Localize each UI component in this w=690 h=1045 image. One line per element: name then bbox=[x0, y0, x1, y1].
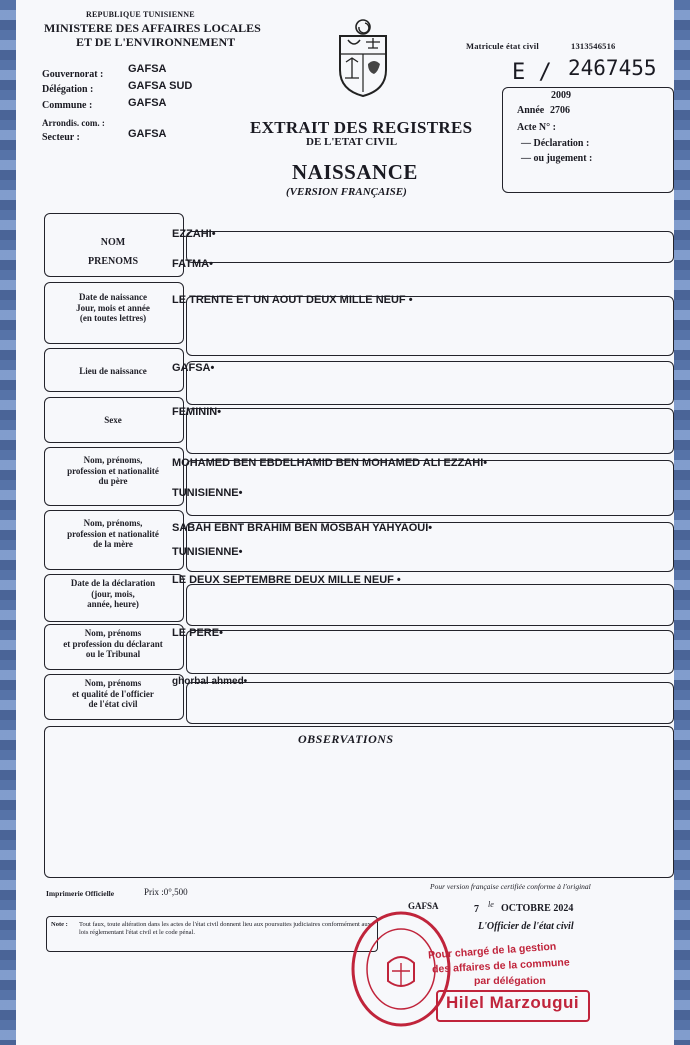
matricule-label: Matricule état civil bbox=[466, 41, 539, 51]
title-version: (VERSION FRANÇAISE) bbox=[286, 186, 407, 198]
row-declarant-value: LE PERE• bbox=[172, 627, 223, 639]
price-label: Prix :0°,500 bbox=[144, 887, 188, 897]
annee-value: 2706 bbox=[550, 105, 570, 116]
row-father-name: MOHAMED BEN EBDELHAMID BEN MOHAMED ALI EZZAHI• bbox=[172, 457, 488, 469]
serial-prefix: E / bbox=[512, 60, 552, 85]
annee-label: Année bbox=[517, 105, 545, 116]
day-label: 7 bbox=[474, 904, 479, 915]
title-naissance: NAISSANCE bbox=[292, 160, 418, 184]
title-extrait: EXTRAIT DES REGISTRES bbox=[250, 118, 473, 137]
arrondis-label: Arrondis. com. : bbox=[42, 118, 105, 128]
row-declaration-date-value-box bbox=[186, 584, 674, 626]
stamp-signature-frame bbox=[436, 990, 590, 1022]
place-label: GAFSA bbox=[408, 901, 439, 911]
acte-box bbox=[502, 87, 674, 193]
secteur-value: GAFSA bbox=[128, 128, 167, 140]
commune-label: Commune : bbox=[42, 100, 93, 111]
stamp-signature-name: Hilel Marzougui bbox=[446, 993, 580, 1012]
title-etat-civil: DE L'ETAT CIVIL bbox=[306, 136, 398, 148]
officer-title: L'Officier de l'état civil bbox=[478, 921, 574, 932]
row-sex-value: FEMININ• bbox=[172, 406, 222, 418]
decorative-border-left bbox=[0, 0, 16, 1045]
row-sex-value-box bbox=[186, 408, 674, 454]
stamp-line2: des affaires de la commune bbox=[431, 956, 570, 976]
row-birthplace-value: GAFSA• bbox=[172, 362, 215, 374]
version-note: Pour version française certifiée conforme à l'original bbox=[430, 882, 591, 891]
gouvernorat-label: Gouvernorat : bbox=[42, 69, 104, 80]
serial-number: 2467455 bbox=[568, 56, 657, 80]
row-birthplace-label: Lieu de naissance bbox=[79, 366, 147, 376]
row-birthdate-label: Date de naissance Jour, mois et année (en toutes lettres) bbox=[76, 292, 150, 323]
stamp-line1: Pour chargé de la gestion bbox=[427, 940, 557, 962]
note-label: Note : bbox=[51, 921, 68, 928]
commune-value: GAFSA bbox=[128, 97, 167, 109]
imprimerie-label: Imprimerie Officielle bbox=[46, 889, 115, 898]
row-mother-name: SABAH EBNT BRAHIM BEN MOSBAH YAHYAOUI• bbox=[172, 522, 433, 534]
republic-label: REPUBLIQUE TUNISIENNE bbox=[86, 10, 195, 19]
delegation-label: Délégation : bbox=[42, 84, 94, 95]
row-prenom-value: FATMA• bbox=[172, 258, 213, 270]
secteur-label: Secteur : bbox=[42, 132, 80, 143]
ministry-line2: ET DE L'ENVIRONNEMENT bbox=[76, 35, 236, 49]
document-sheet bbox=[16, 0, 674, 1045]
row-declarant-label: Nom, prénoms et profession du déclarant ou le Tribunal bbox=[63, 628, 163, 659]
row-declaration-date-label: Date de la déclaration (jour, mois, année, heure) bbox=[70, 578, 156, 609]
row-nom-value: EZZAHI• bbox=[172, 228, 216, 240]
declaration-label: — Déclaration : bbox=[521, 138, 590, 149]
row-nom-label: NOM PRENOMS bbox=[88, 237, 138, 267]
observations-box bbox=[44, 726, 674, 878]
row-sex-label: Sexe bbox=[104, 415, 122, 425]
ministry-line1: MINISTERE DES AFFAIRES LOCALES bbox=[44, 21, 261, 35]
note-box bbox=[46, 916, 378, 952]
row-declarant-value-box bbox=[186, 630, 674, 674]
date-label: OCTOBRE 2024 bbox=[501, 903, 574, 914]
annee-top: 2009 bbox=[551, 90, 571, 101]
decorative-border-right bbox=[674, 0, 690, 1045]
acte-label: Acte N° : bbox=[517, 122, 556, 133]
coat-of-arms-icon bbox=[332, 18, 394, 98]
row-nom-value-box bbox=[186, 231, 674, 263]
row-father-nationality: TUNISIENNE• bbox=[172, 487, 243, 499]
note-text: Tout faux, toute altération dans les actes de l'état civil donnent lieu aux poursuites judiciaires conformément aux lois réglementant l'état civil et le code pénal. bbox=[79, 921, 371, 936]
jugement-label: — ou jugement : bbox=[521, 153, 593, 164]
row-birthplace-value-box bbox=[186, 361, 674, 405]
row-birthdate-value: LE TRENTE ET UN AOUT DEUX MILLE NEUF • bbox=[172, 294, 413, 306]
row-officer-value-box bbox=[186, 682, 674, 724]
row-father-label: Nom, prénoms, profession et nationalité du père bbox=[67, 455, 159, 486]
row-officer-value: ghorbal ahmed• bbox=[172, 676, 248, 687]
observations-label: OBSERVATIONS bbox=[298, 732, 394, 746]
row-declaration-date-value: LE DEUX SEPTEMBRE DEUX MILLE NEUF • bbox=[172, 574, 401, 586]
gouvernorat-value: GAFSA bbox=[128, 63, 167, 75]
le-label: le bbox=[488, 900, 494, 909]
row-officer-label: Nom, prénoms et qualité de l'officier de l'état civil bbox=[72, 678, 154, 709]
row-mother-nationality: TUNISIENNE• bbox=[172, 546, 243, 558]
matricule-value: 1313546516 bbox=[571, 41, 616, 51]
row-mother-label: Nom, prénoms, profession et nationalité de la mère bbox=[67, 518, 159, 549]
stamp-line3: par délégation bbox=[474, 975, 546, 987]
delegation-value: GAFSA SUD bbox=[128, 80, 193, 92]
